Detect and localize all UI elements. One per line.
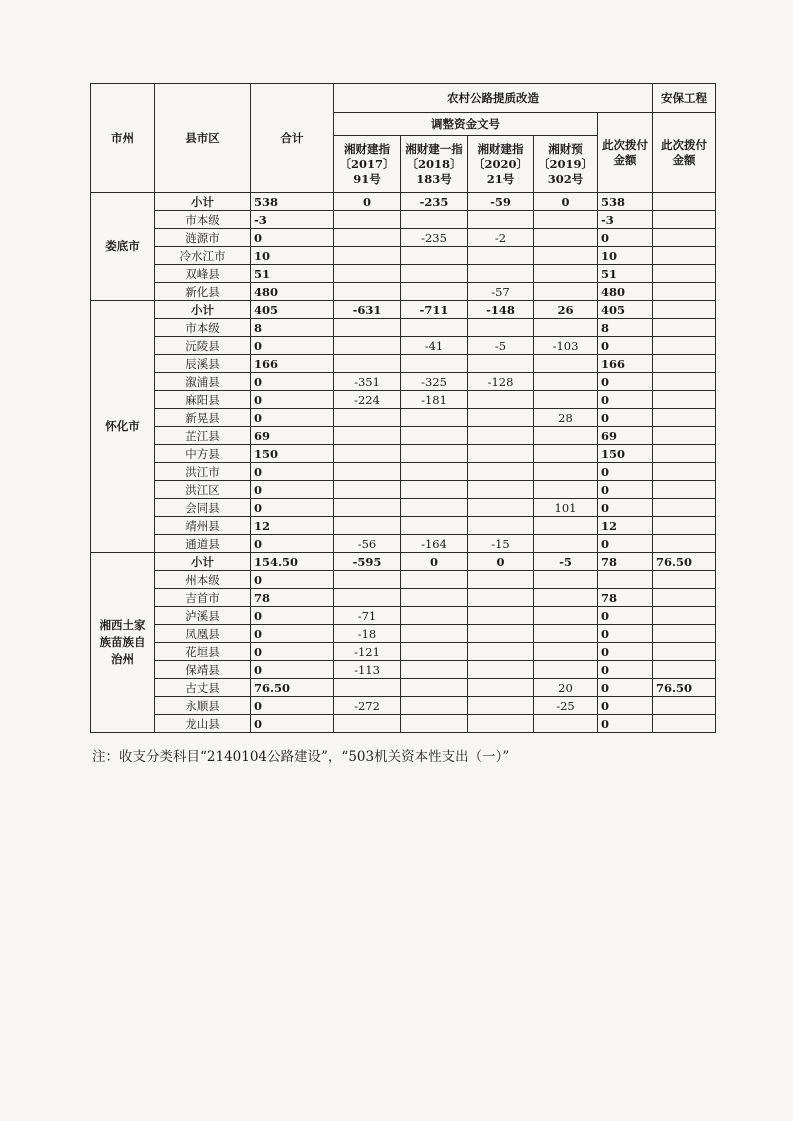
doc-2020-21-cell xyxy=(468,589,534,607)
doc-2020-21-cell xyxy=(468,661,534,679)
doc-2019-302-cell xyxy=(534,625,598,643)
doc-2019-302-cell xyxy=(534,427,598,445)
total-cell: 0 xyxy=(251,337,334,355)
total-cell: 12 xyxy=(251,517,334,535)
table-row xyxy=(91,517,716,535)
total-cell: 0 xyxy=(251,391,334,409)
this-payment-cell: 0 xyxy=(598,607,653,625)
total-cell: 0 xyxy=(251,463,334,481)
this-payment-cell: 0 xyxy=(598,373,653,391)
header-doc-2018-183: 湘财建一指〔2018〕183号 xyxy=(401,136,468,193)
this-payment-cell: 0 xyxy=(598,679,653,697)
doc-2019-302-cell: -25 xyxy=(534,697,598,715)
doc-2018-183-cell xyxy=(401,715,468,733)
city-cell: 娄底市 xyxy=(91,193,155,301)
safety-payment-cell xyxy=(653,319,716,337)
doc-2020-21-cell xyxy=(468,643,534,661)
doc-2020-21-cell xyxy=(468,679,534,697)
doc-2018-183-cell: -711 xyxy=(401,301,468,319)
doc-2019-302-cell xyxy=(534,391,598,409)
fund-allocation-table xyxy=(90,83,716,733)
table-row xyxy=(91,679,716,697)
total-cell: 0 xyxy=(251,571,334,589)
table-row xyxy=(91,535,716,553)
doc-2017-91-cell xyxy=(334,283,401,301)
header-rural-road-upgrade: 农村公路提质改造 xyxy=(334,84,653,113)
doc-2020-21-cell xyxy=(468,715,534,733)
doc-2017-91-cell xyxy=(334,211,401,229)
county-cell: 小计 xyxy=(155,553,251,571)
subtotal-row xyxy=(91,193,716,211)
table-row xyxy=(91,373,716,391)
safety-payment-cell xyxy=(653,661,716,679)
doc-2018-183-cell xyxy=(401,679,468,697)
total-cell: 0 xyxy=(251,715,334,733)
total-cell: 0 xyxy=(251,499,334,517)
doc-2019-302-cell xyxy=(534,715,598,733)
this-payment-cell: 150 xyxy=(598,445,653,463)
doc-2020-21-cell: -59 xyxy=(468,193,534,211)
county-cell: 市本级 xyxy=(155,319,251,337)
table-row xyxy=(91,247,716,265)
doc-2020-21-cell: -2 xyxy=(468,229,534,247)
safety-payment-cell: 76.50 xyxy=(653,679,716,697)
safety-payment-cell xyxy=(653,391,716,409)
doc-2017-91-cell xyxy=(334,409,401,427)
doc-2018-183-cell: -325 xyxy=(401,373,468,391)
doc-2017-91-cell: -71 xyxy=(334,607,401,625)
this-payment-cell: 0 xyxy=(598,409,653,427)
doc-2019-302-cell xyxy=(534,589,598,607)
doc-2017-91-cell xyxy=(334,517,401,535)
safety-payment-cell xyxy=(653,571,716,589)
total-cell: 78 xyxy=(251,589,334,607)
doc-2019-302-cell xyxy=(534,571,598,589)
safety-payment-cell xyxy=(653,229,716,247)
doc-2017-91-cell: -351 xyxy=(334,373,401,391)
footnote: 注：收支分类科目“2140104公路建设”，“503机关资本性支出（一）” xyxy=(92,749,510,765)
total-cell: 0 xyxy=(251,661,334,679)
table-row xyxy=(91,391,716,409)
this-payment-cell: 538 xyxy=(598,193,653,211)
county-cell: 市本级 xyxy=(155,211,251,229)
doc-2019-302-cell xyxy=(534,463,598,481)
safety-payment-cell xyxy=(653,301,716,319)
doc-2018-183-cell: -235 xyxy=(401,193,468,211)
safety-payment-cell xyxy=(653,283,716,301)
doc-2017-91-cell xyxy=(334,337,401,355)
county-cell: 龙山县 xyxy=(155,715,251,733)
this-payment-cell: 0 xyxy=(598,229,653,247)
doc-2017-91-cell xyxy=(334,715,401,733)
table-row xyxy=(91,715,716,733)
doc-2019-302-cell: 101 xyxy=(534,499,598,517)
table-row xyxy=(91,499,716,517)
safety-payment-cell: 76.50 xyxy=(653,553,716,571)
doc-2019-302-cell xyxy=(534,517,598,535)
safety-payment-cell xyxy=(653,211,716,229)
doc-2019-302-cell xyxy=(534,481,598,499)
this-payment-cell: 0 xyxy=(598,481,653,499)
county-cell: 古丈县 xyxy=(155,679,251,697)
county-cell: 中方县 xyxy=(155,445,251,463)
doc-2018-183-cell xyxy=(401,283,468,301)
safety-payment-cell xyxy=(653,463,716,481)
this-payment-cell: 0 xyxy=(598,499,653,517)
doc-2020-21-cell xyxy=(468,625,534,643)
doc-2019-302-cell xyxy=(534,283,598,301)
header-county: 县市区 xyxy=(155,84,251,193)
county-cell: 靖州县 xyxy=(155,517,251,535)
total-cell: 0 xyxy=(251,643,334,661)
header-doc-2017-91: 湘财建指〔2017〕91号 xyxy=(334,136,401,193)
this-payment-cell xyxy=(598,571,653,589)
doc-2020-21-cell xyxy=(468,517,534,535)
safety-payment-cell xyxy=(653,445,716,463)
table-row xyxy=(91,661,716,679)
doc-2017-91-cell: -595 xyxy=(334,553,401,571)
doc-2019-302-cell xyxy=(534,229,598,247)
table-row xyxy=(91,445,716,463)
table-row xyxy=(91,463,716,481)
table-row xyxy=(91,589,716,607)
table-row xyxy=(91,211,716,229)
safety-payment-cell xyxy=(653,499,716,517)
county-cell: 洪江区 xyxy=(155,481,251,499)
doc-2018-183-cell xyxy=(401,661,468,679)
doc-2018-183-cell xyxy=(401,463,468,481)
safety-payment-cell xyxy=(653,535,716,553)
city-cell: 湘西土家族苗族自治州 xyxy=(91,553,155,733)
doc-2018-183-cell xyxy=(401,571,468,589)
this-payment-cell: 78 xyxy=(598,553,653,571)
doc-2017-91-cell xyxy=(334,355,401,373)
doc-2018-183-cell xyxy=(401,247,468,265)
doc-2018-183-cell: -181 xyxy=(401,391,468,409)
table-row xyxy=(91,337,716,355)
total-cell: 0 xyxy=(251,409,334,427)
county-cell: 吉首市 xyxy=(155,589,251,607)
doc-2020-21-cell: -128 xyxy=(468,373,534,391)
doc-2019-302-cell xyxy=(534,247,598,265)
total-cell: 166 xyxy=(251,355,334,373)
total-cell: 154.50 xyxy=(251,553,334,571)
this-payment-cell: 12 xyxy=(598,517,653,535)
doc-2017-91-cell xyxy=(334,445,401,463)
this-payment-cell: 0 xyxy=(598,337,653,355)
total-cell: 0 xyxy=(251,229,334,247)
doc-2019-302-cell xyxy=(534,355,598,373)
doc-2017-91-cell xyxy=(334,499,401,517)
county-cell: 双峰县 xyxy=(155,265,251,283)
this-payment-cell: 0 xyxy=(598,697,653,715)
this-payment-cell: 10 xyxy=(598,247,653,265)
county-cell: 新晃县 xyxy=(155,409,251,427)
subtotal-row xyxy=(91,553,716,571)
doc-2019-302-cell xyxy=(534,265,598,283)
this-payment-cell: 0 xyxy=(598,643,653,661)
doc-2020-21-cell xyxy=(468,409,534,427)
table-row xyxy=(91,265,716,283)
doc-2020-21-cell: 0 xyxy=(468,553,534,571)
header-safety-project: 安保工程 xyxy=(653,84,716,113)
county-cell: 溆浦县 xyxy=(155,373,251,391)
safety-payment-cell xyxy=(653,607,716,625)
table-row xyxy=(91,229,716,247)
doc-2019-302-cell xyxy=(534,445,598,463)
doc-2017-91-cell: -272 xyxy=(334,697,401,715)
safety-payment-cell xyxy=(653,373,716,391)
doc-2018-183-cell: -164 xyxy=(401,535,468,553)
total-cell: 480 xyxy=(251,283,334,301)
table-body xyxy=(91,193,716,733)
doc-2017-91-cell: -121 xyxy=(334,643,401,661)
this-payment-cell: 69 xyxy=(598,427,653,445)
this-payment-cell: 405 xyxy=(598,301,653,319)
county-cell: 芷江县 xyxy=(155,427,251,445)
county-cell: 泸溪县 xyxy=(155,607,251,625)
doc-2020-21-cell xyxy=(468,607,534,625)
header-city: 市州 xyxy=(91,84,155,193)
total-cell: 0 xyxy=(251,697,334,715)
doc-2019-302-cell xyxy=(534,535,598,553)
doc-2020-21-cell xyxy=(468,445,534,463)
this-payment-cell: 0 xyxy=(598,715,653,733)
doc-2017-91-cell xyxy=(334,265,401,283)
county-cell: 新化县 xyxy=(155,283,251,301)
doc-2017-91-cell: -113 xyxy=(334,661,401,679)
doc-2020-21-cell xyxy=(468,481,534,499)
doc-2020-21-cell: -57 xyxy=(468,283,534,301)
safety-payment-cell xyxy=(653,247,716,265)
header-doc-2019-302: 湘财预〔2019〕302号 xyxy=(534,136,598,193)
doc-2017-91-cell xyxy=(334,463,401,481)
doc-2017-91-cell xyxy=(334,319,401,337)
doc-2018-183-cell: -41 xyxy=(401,337,468,355)
header-adjust-docs: 调整资金文号 xyxy=(334,113,598,136)
doc-2018-183-cell xyxy=(401,265,468,283)
total-cell: 405 xyxy=(251,301,334,319)
doc-2020-21-cell: -15 xyxy=(468,535,534,553)
table-row xyxy=(91,355,716,373)
table-row xyxy=(91,283,716,301)
doc-2018-183-cell: 0 xyxy=(401,553,468,571)
doc-2018-183-cell xyxy=(401,409,468,427)
doc-2018-183-cell xyxy=(401,319,468,337)
doc-2017-91-cell: -631 xyxy=(334,301,401,319)
total-cell: -3 xyxy=(251,211,334,229)
safety-payment-cell xyxy=(653,193,716,211)
doc-2018-183-cell xyxy=(401,481,468,499)
total-cell: 0 xyxy=(251,535,334,553)
county-cell: 冷水江市 xyxy=(155,247,251,265)
header-total: 合计 xyxy=(251,84,334,193)
doc-2020-21-cell xyxy=(468,499,534,517)
safety-payment-cell xyxy=(653,481,716,499)
doc-2020-21-cell xyxy=(468,355,534,373)
total-cell: 0 xyxy=(251,373,334,391)
doc-2017-91-cell xyxy=(334,229,401,247)
total-cell: 538 xyxy=(251,193,334,211)
this-payment-cell: 0 xyxy=(598,463,653,481)
table-row xyxy=(91,571,716,589)
total-cell: 8 xyxy=(251,319,334,337)
doc-2018-183-cell xyxy=(401,427,468,445)
doc-2020-21-cell xyxy=(468,463,534,481)
doc-2020-21-cell: -148 xyxy=(468,301,534,319)
doc-2018-183-cell xyxy=(401,625,468,643)
safety-payment-cell xyxy=(653,715,716,733)
doc-2019-302-cell: -5 xyxy=(534,553,598,571)
doc-2017-91-cell: 0 xyxy=(334,193,401,211)
county-cell: 洪江市 xyxy=(155,463,251,481)
doc-2019-302-cell xyxy=(534,643,598,661)
table-row xyxy=(91,607,716,625)
county-cell: 小计 xyxy=(155,193,251,211)
total-cell: 0 xyxy=(251,625,334,643)
table-row xyxy=(91,697,716,715)
county-cell: 凤凰县 xyxy=(155,625,251,643)
doc-2020-21-cell: -5 xyxy=(468,337,534,355)
county-cell: 辰溪县 xyxy=(155,355,251,373)
safety-payment-cell xyxy=(653,427,716,445)
header-safety-payment: 此次拨付金额 xyxy=(653,113,716,193)
this-payment-cell: 0 xyxy=(598,661,653,679)
total-cell: 76.50 xyxy=(251,679,334,697)
doc-2018-183-cell xyxy=(401,607,468,625)
total-cell: 0 xyxy=(251,481,334,499)
header-this-payment: 此次拨付金额 xyxy=(598,113,653,193)
this-payment-cell: 480 xyxy=(598,283,653,301)
table-row xyxy=(91,319,716,337)
total-cell: 69 xyxy=(251,427,334,445)
safety-payment-cell xyxy=(653,337,716,355)
doc-2019-302-cell: -103 xyxy=(534,337,598,355)
doc-2020-21-cell xyxy=(468,211,534,229)
this-payment-cell: 78 xyxy=(598,589,653,607)
county-cell: 会同县 xyxy=(155,499,251,517)
county-cell: 麻阳县 xyxy=(155,391,251,409)
doc-2018-183-cell xyxy=(401,643,468,661)
doc-2019-302-cell xyxy=(534,373,598,391)
county-cell: 保靖县 xyxy=(155,661,251,679)
safety-payment-cell xyxy=(653,625,716,643)
doc-2017-91-cell xyxy=(334,247,401,265)
this-payment-cell: 8 xyxy=(598,319,653,337)
county-cell: 涟源市 xyxy=(155,229,251,247)
doc-2019-302-cell: 0 xyxy=(534,193,598,211)
doc-2019-302-cell xyxy=(534,661,598,679)
doc-2017-91-cell: -18 xyxy=(334,625,401,643)
doc-2020-21-cell xyxy=(468,319,534,337)
county-cell: 花垣县 xyxy=(155,643,251,661)
doc-2018-183-cell xyxy=(401,589,468,607)
total-cell: 10 xyxy=(251,247,334,265)
this-payment-cell: 0 xyxy=(598,391,653,409)
doc-2018-183-cell xyxy=(401,445,468,463)
doc-2019-302-cell xyxy=(534,319,598,337)
table-row xyxy=(91,643,716,661)
table-row xyxy=(91,625,716,643)
this-payment-cell: -3 xyxy=(598,211,653,229)
table-row xyxy=(91,481,716,499)
header-doc-2020-21: 湘财建指〔2020〕21号 xyxy=(468,136,534,193)
doc-2017-91-cell xyxy=(334,589,401,607)
safety-payment-cell xyxy=(653,643,716,661)
doc-2017-91-cell xyxy=(334,571,401,589)
doc-2019-302-cell xyxy=(534,607,598,625)
county-cell: 沅陵县 xyxy=(155,337,251,355)
county-cell: 州本级 xyxy=(155,571,251,589)
doc-2019-302-cell: 26 xyxy=(534,301,598,319)
doc-2019-302-cell: 28 xyxy=(534,409,598,427)
safety-payment-cell xyxy=(653,409,716,427)
safety-payment-cell xyxy=(653,355,716,373)
doc-2020-21-cell xyxy=(468,265,534,283)
county-cell: 小计 xyxy=(155,301,251,319)
doc-2018-183-cell: -235 xyxy=(401,229,468,247)
doc-2017-91-cell xyxy=(334,679,401,697)
doc-2020-21-cell xyxy=(468,427,534,445)
doc-2017-91-cell: -224 xyxy=(334,391,401,409)
doc-2018-183-cell xyxy=(401,697,468,715)
doc-2017-91-cell xyxy=(334,427,401,445)
subtotal-row xyxy=(91,301,716,319)
doc-2018-183-cell xyxy=(401,499,468,517)
doc-2017-91-cell: -56 xyxy=(334,535,401,553)
doc-2020-21-cell xyxy=(468,697,534,715)
doc-2020-21-cell xyxy=(468,571,534,589)
safety-payment-cell xyxy=(653,265,716,283)
city-cell: 怀化市 xyxy=(91,301,155,553)
doc-2019-302-cell: 20 xyxy=(534,679,598,697)
this-payment-cell: 0 xyxy=(598,535,653,553)
doc-2020-21-cell xyxy=(468,391,534,409)
doc-2018-183-cell xyxy=(401,517,468,535)
doc-2020-21-cell xyxy=(468,247,534,265)
total-cell: 150 xyxy=(251,445,334,463)
safety-payment-cell xyxy=(653,697,716,715)
this-payment-cell: 0 xyxy=(598,625,653,643)
table-row xyxy=(91,427,716,445)
doc-2018-183-cell xyxy=(401,355,468,373)
safety-payment-cell xyxy=(653,517,716,535)
table-row xyxy=(91,409,716,427)
doc-2017-91-cell xyxy=(334,481,401,499)
this-payment-cell: 51 xyxy=(598,265,653,283)
doc-2018-183-cell xyxy=(401,211,468,229)
county-cell: 永顺县 xyxy=(155,697,251,715)
safety-payment-cell xyxy=(653,589,716,607)
total-cell: 51 xyxy=(251,265,334,283)
doc-2019-302-cell xyxy=(534,211,598,229)
total-cell: 0 xyxy=(251,607,334,625)
this-payment-cell: 166 xyxy=(598,355,653,373)
county-cell: 通道县 xyxy=(155,535,251,553)
